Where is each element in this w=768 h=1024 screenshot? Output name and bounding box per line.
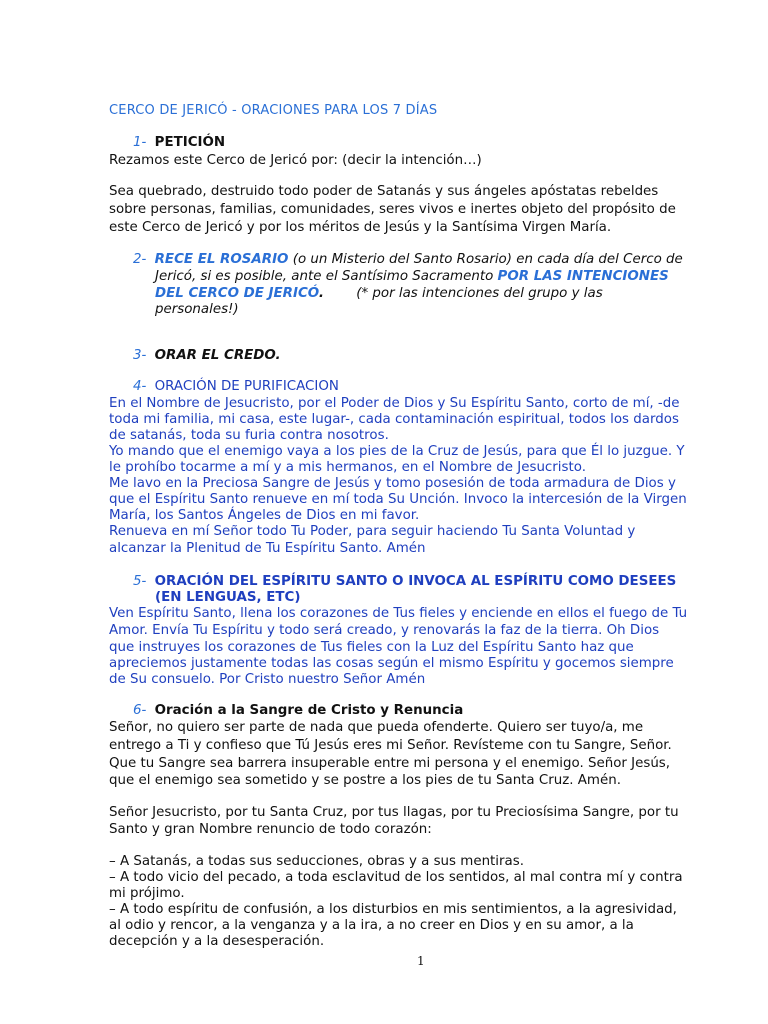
intention-line: Rezamos este Cerco de Jericó por: (decir la intención…): [109, 153, 482, 168]
prayer-line: que el enemigo sea sometido y se postre a los pies de tu Santa Cruz. Amén.: [109, 773, 621, 788]
prayer-line: Amor. Envía Tu Espíritu y todo será creado, y renovarás la faz de la tierra. Oh Dios: [109, 623, 660, 638]
prayer-line: Que tu Sangre sea barrera insuperable entre mi persona y el enemigo. Señor Jesús,: [109, 756, 671, 771]
renounce-line: – A Satanás, a todas sus seducciones, obras y a sus mentiras.: [109, 854, 524, 869]
prayer-line: En el Nombre de Jesucristo, por el Poder de Dios y Su Espíritu Santo, corto de mí, -de: [109, 396, 680, 411]
prayer-line: Ven Espíritu Santo, llena los corazones de Tus fieles y enciende en ellos el fuego de Tu: [109, 606, 688, 621]
prayer-line: le prohíbo tocarme a mí y a mis hermanos, en el Nombre de Jesucristo.: [109, 460, 586, 475]
section-5-heading: [133, 573, 676, 590]
document-title: CERCO DE JERICÓ - ORACIONES PARA LOS 7 DÍAS: [109, 103, 438, 118]
text-span: Jericó, si es posible, ante el Santísimo Sacramento: [155, 269, 494, 284]
prayer-line: que instruyes los corazones de Tus fieles con la Luz del Espíritu Santo haz que: [109, 640, 634, 655]
section-number: 6-: [133, 703, 147, 718]
section-2-line-3: [155, 285, 603, 302]
highlight-span: POR LAS INTENCIONES: [497, 269, 669, 284]
prayer-line: Me lavo en la Preciosa Sangre de Jesús y tomo posesión de toda armadura de Dios y: [109, 476, 676, 491]
section-title: PETICIÓN: [154, 135, 226, 150]
section-number: 5-: [133, 574, 147, 589]
prayer-line: que el Espíritu Santo renueve en mí toda Su Unción. Invoco la intercesión de la Virgen: [109, 492, 687, 507]
text-span: .: [318, 286, 324, 301]
section-number: 4-: [133, 379, 147, 394]
paragraph-line: sobre personas, familias, comunidades, seres vivos e inertes objeto del propósito de: [109, 202, 676, 217]
section-title: ORACIÓN DEL ESPÍRITU SANTO O INVOCA AL ESPÍRITU COMO DESEES: [154, 574, 677, 589]
prayer-line: María, los Santos Ángeles de Dios en mi favor.: [109, 508, 420, 523]
section-title: ORACIÓN DE PURIFICACION: [154, 379, 339, 394]
prayer-line: Señor, no quiero ser parte de nada que pueda ofenderte. Quiero ser tuyo/a, me: [109, 720, 644, 735]
renounce-line: – A todo vicio del pecado, a toda esclavitud de los sentidos, al mal contra mí y contra: [109, 870, 683, 885]
section-6-heading: [133, 702, 463, 719]
section-2-line-4: personales!): [155, 302, 239, 317]
section-title-cont: (EN LENGUAS, ETC): [155, 590, 301, 605]
section-2-line-2: [155, 268, 669, 285]
section-1-heading: [133, 134, 225, 151]
page-number: 1: [417, 954, 425, 968]
section-title: ORAR EL CREDO.: [154, 348, 281, 363]
prayer-line: de satanás, toda su furia contra nosotros.: [109, 428, 389, 443]
prayer-line: de Su consuelo. Por Cristo nuestro Señor Amén: [109, 672, 426, 687]
prayer-line: apreciemos justamente todas las cosas según el mismo Espíritu y gocemos siempre: [109, 656, 674, 671]
renounce-line: decepción y a la desesperación.: [109, 934, 325, 949]
prayer-line: Renueva en mí Señor todo Tu Poder, para seguir haciendo Tu Santa Voluntad y: [109, 524, 636, 539]
section-number: 2-: [133, 252, 147, 267]
renounce-line: – A todo espíritu de confusión, a los disturbios en mis sentimientos, a la agresividad,: [109, 902, 677, 917]
prayer-line: alcanzar la Plenitud de Tu Espíritu Santo. Amén: [109, 541, 426, 556]
renounce-line: mi prójimo.: [109, 886, 185, 901]
prayer-line: entrego a Ti y confieso que Tú Jesús eres mi Señor. Revísteme con tu Sangre, Señor.: [109, 738, 672, 753]
section-number: 3-: [133, 348, 147, 363]
paragraph-line: este Cerco de Jericó y por los méritos de Jesús y la Santísima Virgen María.: [109, 220, 612, 235]
section-4-heading: [133, 378, 339, 395]
section-number: 1-: [133, 135, 147, 150]
text-span: (o un Misterio del Santo Rosario) en cada día del Cerco de: [292, 252, 683, 267]
section-3-heading: [133, 347, 281, 364]
rosary-heading: RECE EL ROSARIO: [154, 252, 289, 267]
section-title: Oración a la Sangre de Cristo y Renuncia: [154, 703, 464, 718]
prayer-line: Santo y gran Nombre renuncio de todo corazón:: [109, 822, 432, 837]
paragraph-line: Sea quebrado, destruido todo poder de Satanás y sus ángeles apóstatas rebeldes: [109, 184, 659, 199]
prayer-line: toda mi familia, mi casa, este lugar-, cada contaminación espiritual, todos los dardos: [109, 412, 679, 427]
prayer-line: Yo mando que el enemigo vaya a los pies de la Cruz de Jesús, para que Él lo juzgue. Y: [109, 444, 685, 459]
prayer-line: Señor Jesucristo, por tu Santa Cruz, por tus llagas, por tu Preciosísima Sangre, por tu: [109, 805, 679, 820]
highlight-span: DEL CERCO DE JERICÓ: [155, 286, 319, 301]
renounce-line: al odio y rencor, a la venganza y a la ira, a no creer en Dios y en su amor, a la: [109, 918, 634, 933]
text-span: (* por las intenciones del grupo y las: [356, 286, 603, 301]
section-2-line-1: [133, 251, 683, 268]
